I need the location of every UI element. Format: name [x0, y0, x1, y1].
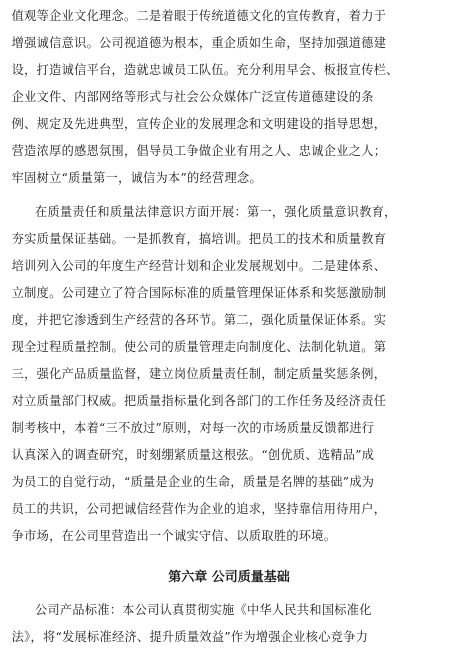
- line-text: 度，并把它渗透到生产经营的各环节。第二，强化质量保证体系。实: [11, 312, 387, 327]
- text-line: [0, 441, 458, 468]
- line-text: 设，打造诚信平台，造就忠诚员工队伍。充分利用早会、板报宣传栏、: [11, 62, 399, 77]
- line-text: 对立质量部门权威。把质量指标量化到各部门的工作任务及经济责任: [11, 393, 387, 408]
- line-text: 例、规定及先进典型，宣传企业的发展理念和文明建设的指导思想，: [11, 116, 387, 131]
- line-text: 法》，将“发展标准经济、提升质量效益”作为增强企业核心竞争力: [11, 629, 369, 644]
- text-line: [0, 306, 458, 333]
- line-text: 牢固树立“质量第一，诚信为本”的经营理念。: [11, 170, 262, 185]
- line-text: 争市场，在公司里营造出一个诚实守信、以质取胜的环境。: [11, 528, 337, 543]
- line-text: 为员工的自觉行动，“质量是企业的生命，质量是名牌的基础”成为: [11, 474, 375, 489]
- line-text: 三，强化产品质量监督，建立岗位质量责任制，制定质量奖惩条例，: [11, 366, 387, 381]
- line-text: 现全过程质量控制。使公司的质量管理走向制度化、法制化轨道。第: [11, 339, 387, 354]
- line-text: 企业文件、内部网络等形式与社会公众媒体广泛宣传道德建设的条: [11, 89, 374, 104]
- text-line: [0, 252, 458, 279]
- line-text: 员工的共识，公司把诚信经营作为企业的追求，坚持靠信用待用户，: [11, 501, 387, 516]
- line-text: 在质量责任和质量法律意识方面开展：第一，强化质量意识教育，: [34, 204, 397, 219]
- text-line: [0, 522, 458, 549]
- text-line: [0, 2, 458, 29]
- text-line: [0, 29, 458, 56]
- text-line: [0, 198, 458, 225]
- text-line: [0, 468, 458, 495]
- text-line: [0, 225, 458, 252]
- line-text: 值观等企业文化理念。二是着眼于传统道德文化的宣传教育，着力于: [11, 8, 387, 23]
- line-text: 公司产品标准：本公司认真贯彻实施《中华人民共和国标准化: [34, 602, 372, 617]
- chapter-heading: 第六章 公司质量基础: [168, 570, 290, 585]
- line-text: 立制度。公司建立了符合国际标准的质量管理保证体系和奖惩激励制: [11, 285, 387, 300]
- text-line: [0, 164, 458, 191]
- line-text: 增强诚信意识。公司视道德为根本，重企质如生命，坚持加强道德建: [11, 35, 387, 50]
- text-line: [0, 360, 458, 387]
- line-text: 夯实质量保证基础。一是抓教育，搞培训。把员工的技术和质量教育: [11, 231, 387, 246]
- text-line: [0, 110, 458, 137]
- line-text: 认真深入的调查研究，时刻绷紧质量这根弦。“创优质、选精品”成: [11, 447, 375, 462]
- text-line: [0, 387, 458, 414]
- line-text: 营造浓厚的感恩氛围，倡导员工争做企业有用之人、忠诚企业之人；: [11, 143, 387, 158]
- line-text: 培训列入公司的年度生产经营计划和企业发展规划中。二是建体系、: [11, 258, 387, 273]
- text-line: [0, 56, 458, 83]
- line-text: 制考核中，本着“三不放过”原则，对每一次的市场质量反馈都进行: [11, 420, 375, 435]
- text-line: [0, 596, 458, 623]
- text-line: [0, 414, 458, 441]
- text-line: [0, 137, 458, 164]
- text-line: [0, 333, 458, 360]
- text-line: [0, 83, 458, 110]
- text-line: [0, 279, 458, 306]
- text-line: [0, 495, 458, 522]
